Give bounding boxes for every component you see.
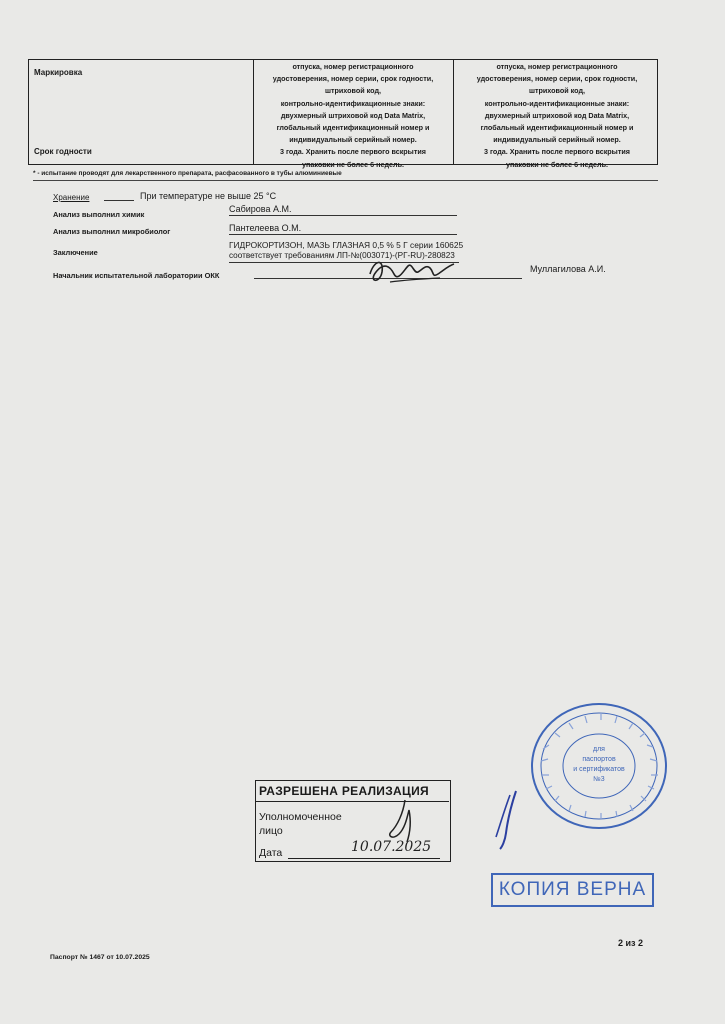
spec-line: глобальный идентификационный номер и	[276, 123, 430, 133]
microbiologist-name: Пантелеева О.М.	[229, 223, 302, 233]
spec-line: 3 года. Хранить после первого вскрытия	[280, 147, 426, 157]
result-line: удостоверения, номер серии, срок годности,	[476, 74, 638, 84]
conclusion-label: Заключение	[53, 248, 98, 257]
footnote-divider	[33, 180, 658, 181]
page-number: 2 из 2	[618, 938, 644, 948]
authorized-person-label: Уполномоченное	[259, 811, 342, 823]
date-value: 10.07.2025	[351, 839, 432, 855]
spec-table	[28, 59, 658, 169]
passport-reference: Паспорт № 1467 от 10.07.2025	[50, 954, 150, 961]
authorized-person-signature	[385, 796, 425, 846]
spec-line: отпуска, номер регистрационного	[292, 62, 414, 71]
result-line: двухмерный штриховой код Data Matrix,	[484, 110, 630, 120]
chemist-name: Сабирова А.М.	[229, 204, 292, 214]
result-line: упаковки не более 6 недель.	[506, 159, 608, 169]
table-spec-column	[253, 60, 454, 169]
copy-certified-stamp: КОПИЯ ВЕРНА	[491, 873, 654, 907]
chemist-label: Анализ выполнил химик	[53, 210, 145, 219]
spec-line: контрольно-идентификационные знаки:	[280, 98, 426, 108]
seal-line-2: паспортов	[582, 756, 616, 763]
microbiologist-underline	[229, 234, 457, 235]
spec-line: штриховой код,	[324, 86, 381, 96]
row-label-marking: Маркировка	[34, 68, 83, 77]
result-line: контрольно-идентификационные знаки:	[484, 98, 630, 108]
storage-value: При температуре не выше 25 °С	[140, 191, 277, 201]
result-text	[459, 61, 655, 171]
seal-line-3: и сертификатов	[573, 766, 625, 773]
storage-underline	[104, 200, 134, 201]
row-label-shelf-life: Срок годности	[34, 147, 92, 156]
date-underline	[288, 858, 440, 859]
chemist-underline	[229, 215, 457, 216]
spec-line: удостоверения, номер серии, срок годности,	[272, 74, 434, 84]
lab-head-signature	[360, 252, 460, 292]
lab-head-label: Начальник испытательной лаборатории ОКК	[53, 271, 220, 280]
lab-head-name: Муллагилова А.И.	[530, 264, 606, 274]
result-line: штриховой код,	[528, 86, 585, 96]
result-line: 3 года. Хранить после первого вскрытия	[484, 147, 630, 157]
authorized-person-label-2: лицо	[259, 825, 283, 837]
result-line: индивидуальный серийный номер.	[493, 135, 621, 145]
conclusion-line-2: соответствует требованиям ЛП-№(003071)-(РГ-RU)-280823	[229, 251, 455, 260]
seal-line-4: №3	[593, 776, 605, 783]
spec-line: индивидуальный серийный номер.	[289, 135, 417, 145]
footnote: * - испытание проводят для лекарственного препарата, расфасованного в тубы алюминиевые	[33, 170, 342, 177]
microbiologist-label: Анализ выполнил микробиолог	[53, 227, 171, 236]
blue-signature	[492, 789, 522, 851]
round-seal-stamp	[529, 701, 670, 831]
result-line: глобальный идентификационный номер и	[480, 123, 634, 133]
spec-line: двухмерный штриховой код Data Matrix,	[280, 110, 426, 120]
table-result-column	[457, 60, 657, 169]
seal-line-1: для	[593, 746, 605, 753]
date-label: Дата	[259, 847, 283, 859]
conclusion-line-1: ГИДРОКОРТИЗОН, МАЗЬ ГЛАЗНАЯ 0,5 % 5 Г серии 160625	[229, 240, 464, 250]
result-line: отпуска, номер регистрационного	[496, 62, 618, 71]
storage-label: Хранение	[53, 193, 90, 202]
release-stamp-title: РАЗРЕШЕНА РЕАЛИЗАЦИЯ	[259, 784, 429, 798]
spec-text	[255, 61, 451, 171]
spec-line: упаковки не более 6 недель.	[302, 159, 404, 169]
table-label-column	[29, 60, 254, 164]
